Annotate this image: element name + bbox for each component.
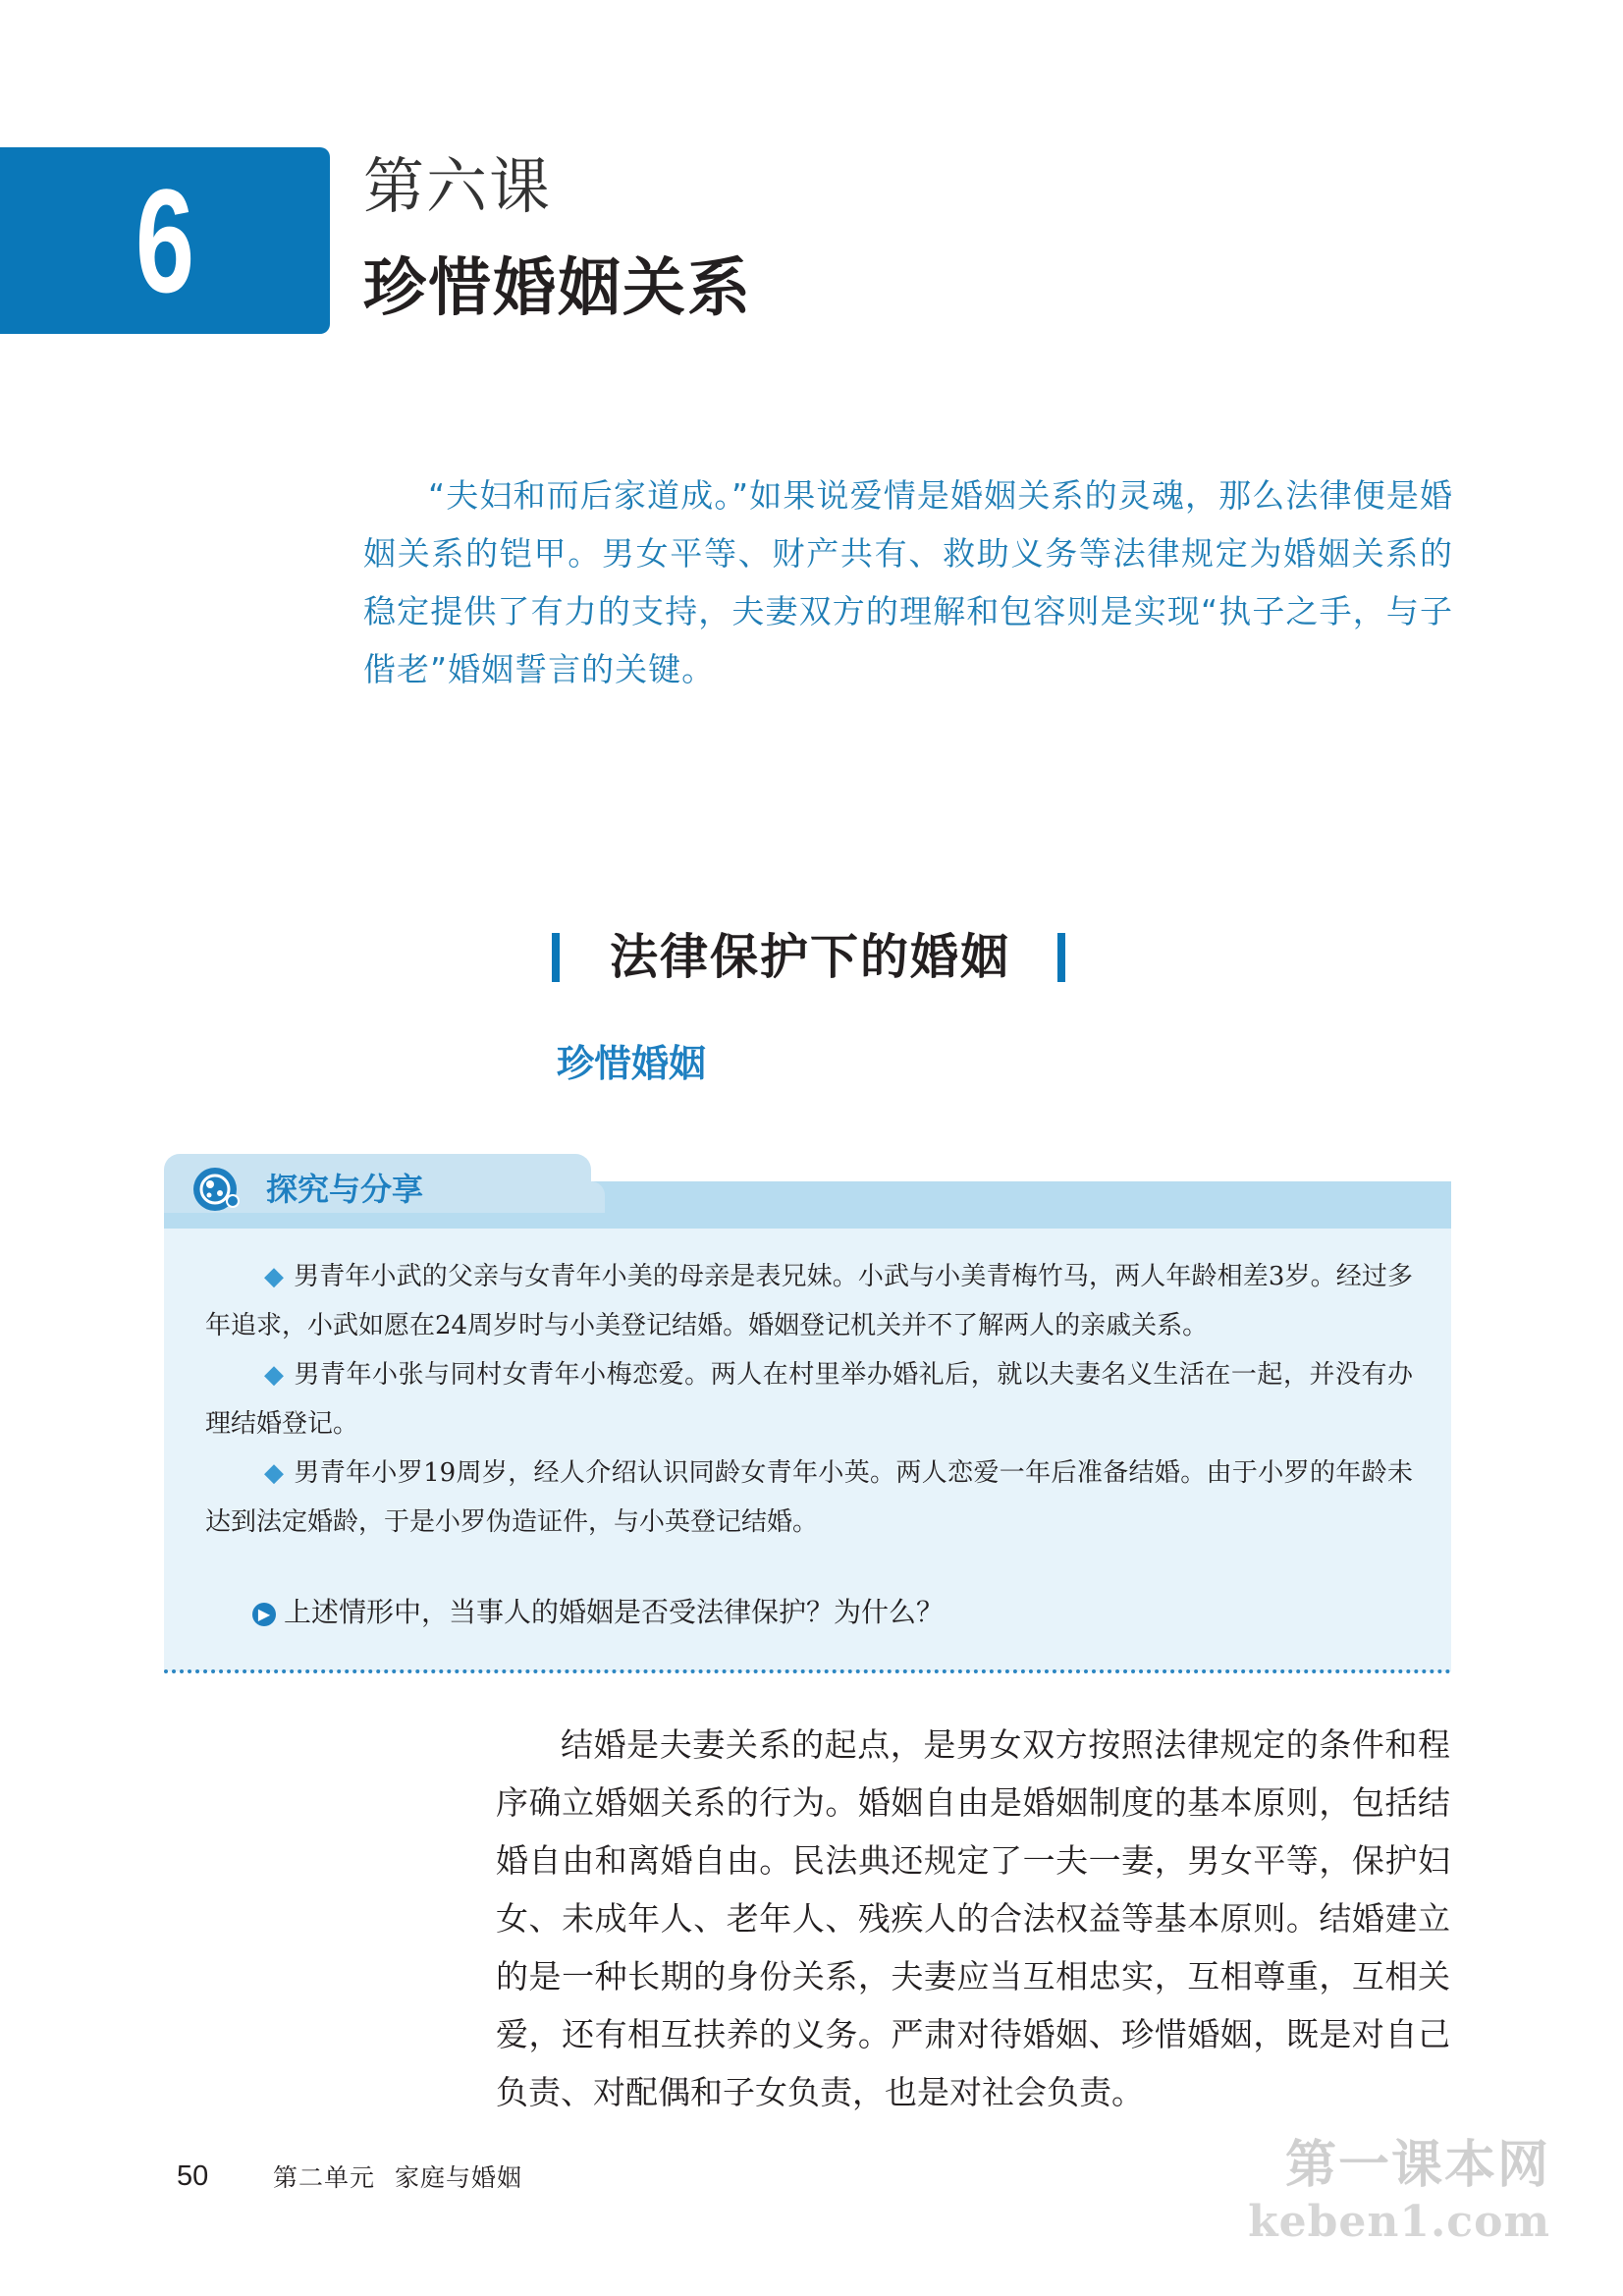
watermark-site-name: 第一课本网 — [1284, 2136, 1550, 2195]
play-circle-icon: ▶ — [252, 1603, 276, 1626]
magnifier-globe-icon — [189, 1164, 243, 1217]
watermark-url: keben1.com — [1248, 2197, 1550, 2247]
inquiry-box — [164, 1154, 1451, 1671]
diamond-bullet-icon: ◆ — [264, 1360, 285, 1390]
subsection-title: 珍惜婚姻 — [557, 1042, 707, 1085]
unit-title: 家庭与婚姻 — [395, 2163, 523, 2192]
question-text: 上述情形中，当事人的婚姻是否受法律保护？为什么？ — [284, 1596, 945, 1628]
lesson-number: 6 — [135, 158, 195, 323]
case-text: 男青年小张与同村女青年小梅恋爱。两人在村里举办婚礼后，就以夫妻名义生活在一起，并没有办理结婚登记。 — [205, 1360, 1413, 1439]
diamond-bullet-icon: ◆ — [264, 1262, 285, 1291]
intro-paragraph: “夫妇和而后家道成。”如果说爱情是婚姻关系的灵魂，那么法律便是婚姻关系的铠甲。男女平等、财产共有、救助义务等法律规定为婚姻关系的稳定提供了有力的支持，夫妻双方的理解和包容则是实现“执子之手，与子偕老”婚姻誓言的关键。 — [363, 476, 1453, 688]
inquiry-heading: 探究与分享 — [266, 1171, 424, 1208]
lesson-label: 第六课 — [363, 150, 553, 222]
case-item — [205, 1252, 1413, 1350]
case-text: 男青年小罗19周岁，经人介绍认识同龄女青年小英。两人恋爱一年后准备结婚。由于小罗的年龄未达到法定婚龄，于是小罗伪造证件，与小英登记结婚。 — [205, 1458, 1413, 1537]
unit-label — [273, 2159, 522, 2198]
unit-number: 第二单元 — [273, 2163, 376, 2192]
case-list — [205, 1252, 1413, 1547]
inquiry-question — [252, 1591, 944, 1634]
diamond-bullet-icon: ◆ — [264, 1458, 285, 1488]
dotted-divider — [164, 1669, 1451, 1673]
page-number: 50 — [177, 2160, 209, 2192]
case-item — [205, 1449, 1413, 1547]
lesson-title: 珍惜婚姻关系 — [363, 252, 752, 325]
case-text: 男青年小武的父亲与女青年小美的母亲是表兄妹。小武与小美青梅竹马，两人年龄相差3岁。经过多年追求，小武如愿在24周岁时与小美登记结婚。婚姻登记机关并不了解两人的亲戚关系。 — [205, 1262, 1413, 1340]
section-title: 法律保护下的婚姻 — [609, 929, 1010, 985]
case-item — [205, 1350, 1413, 1449]
body-paragraph: 结婚是夫妻关系的起点，是男女双方按照法律规定的条件和程序确立婚姻关系的行为。婚姻自由是婚姻制度的基本原则，包括结婚自由和离婚自由。民法典还规定了一夫一妻，男女平等，保护妇女、未成年人、老年人、残疾人的合法权益等基本原则。结婚建立的是一种长期的身份关系，夫妻应当互相忠实，互相尊重，互相关爱，还有相互扶养的义务。严肃对待婚姻、珍惜婚姻，既是对自己负责、对配偶和子女负责，也是对社会负责。 — [496, 1725, 1450, 2111]
section-bar-right — [1057, 933, 1065, 982]
